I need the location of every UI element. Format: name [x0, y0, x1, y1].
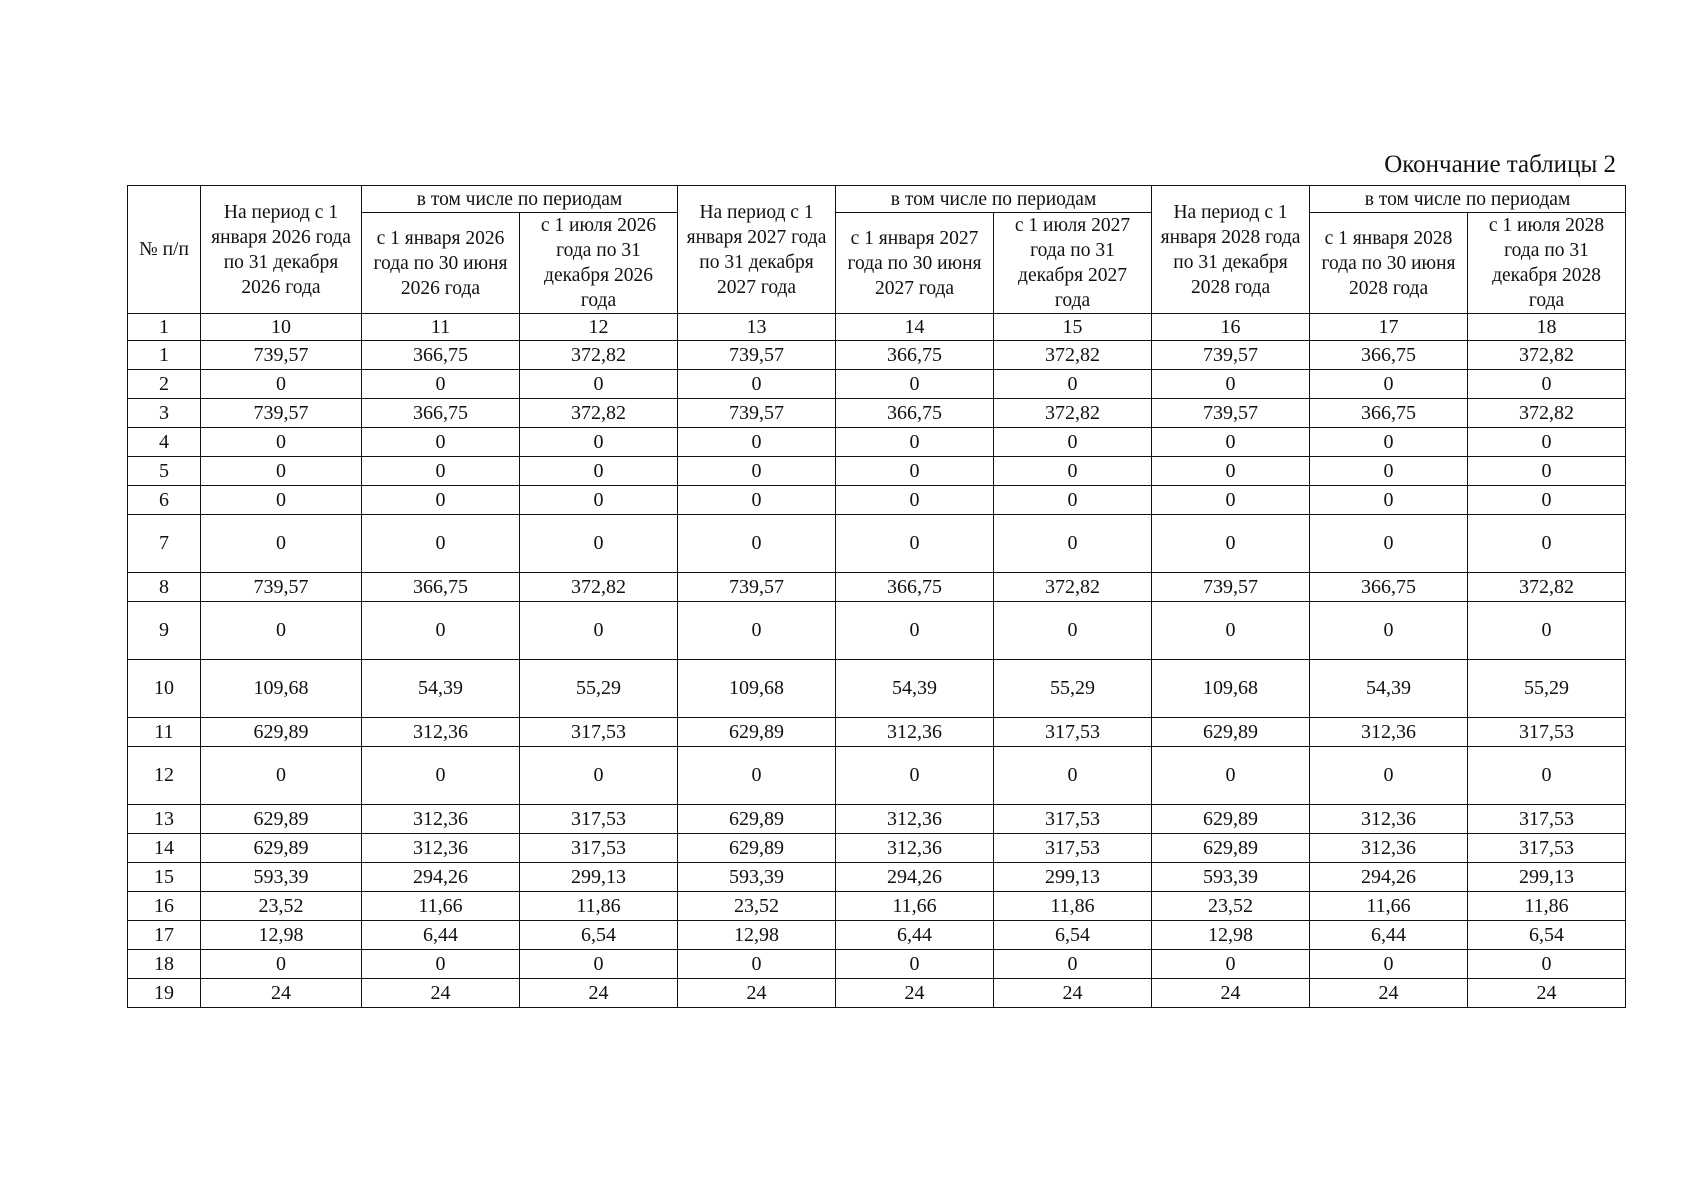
column-number: 11: [362, 314, 520, 341]
table-cell: 593,39: [1152, 863, 1310, 892]
table-cell: 0: [1152, 486, 1310, 515]
table-cell: 24: [994, 979, 1152, 1008]
table-cell: 6,54: [520, 921, 678, 950]
table-cell: 0: [201, 747, 362, 805]
table-cell: 317,53: [1468, 834, 1626, 863]
row-number: 16: [128, 892, 201, 921]
table-cell: 317,53: [1468, 805, 1626, 834]
table-cell: 0: [994, 428, 1152, 457]
table-cell: 0: [836, 457, 994, 486]
table-cell: 0: [1310, 950, 1468, 979]
column-number: 12: [520, 314, 678, 341]
table-cell: 312,36: [836, 718, 994, 747]
table-cell: 372,82: [994, 341, 1152, 370]
header-h1-2027: с 1 января 2027 года по 30 июня 2027 года: [836, 213, 994, 314]
table-cell: 312,36: [362, 834, 520, 863]
table-row: [128, 892, 1626, 921]
table-cell: 0: [1310, 428, 1468, 457]
table-row: [128, 805, 1626, 834]
table-cell: 109,68: [201, 660, 362, 718]
table-cell: 0: [1152, 457, 1310, 486]
table-cell: 0: [362, 747, 520, 805]
column-number: 16: [1152, 314, 1310, 341]
table-row: [128, 515, 1626, 573]
table-cell: 372,82: [994, 573, 1152, 602]
column-number: 18: [1468, 314, 1626, 341]
table-cell: 294,26: [362, 863, 520, 892]
table-row: [128, 370, 1626, 399]
table-cell: 312,36: [1310, 718, 1468, 747]
table-cell: 6,44: [836, 921, 994, 950]
table-cell: 23,52: [678, 892, 836, 921]
table-cell: 629,89: [678, 718, 836, 747]
table-cell: 372,82: [994, 399, 1152, 428]
table-row: [128, 718, 1626, 747]
row-number: 8: [128, 573, 201, 602]
table-row: [128, 486, 1626, 515]
table-cell: 0: [1310, 602, 1468, 660]
table-cell: 0: [1152, 515, 1310, 573]
table-cell: 0: [201, 428, 362, 457]
table-row: [128, 573, 1626, 602]
table-cell: 372,82: [520, 573, 678, 602]
table-cell: 366,75: [836, 341, 994, 370]
column-number: 15: [994, 314, 1152, 341]
table-row: [128, 428, 1626, 457]
row-number: 17: [128, 921, 201, 950]
table-cell: 11,66: [836, 892, 994, 921]
table-cell: 54,39: [836, 660, 994, 718]
table-cell: 11,86: [994, 892, 1152, 921]
row-number: 14: [128, 834, 201, 863]
table-cell: 6,44: [1310, 921, 1468, 950]
table-cell: 0: [994, 515, 1152, 573]
table-cell: 55,29: [994, 660, 1152, 718]
table-cell: 0: [678, 950, 836, 979]
table-cell: 12,98: [201, 921, 362, 950]
table-cell: 0: [836, 428, 994, 457]
table-cell: 0: [1468, 950, 1626, 979]
row-number: 19: [128, 979, 201, 1008]
table-cell: 0: [520, 747, 678, 805]
table-cell: 11,86: [520, 892, 678, 921]
table-row: [128, 747, 1626, 805]
table-cell: 372,82: [1468, 341, 1626, 370]
table-cell: 0: [836, 370, 994, 399]
table-cell: 0: [362, 950, 520, 979]
column-number: 14: [836, 314, 994, 341]
table-cell: 372,82: [1468, 573, 1626, 602]
table-cell: 0: [678, 457, 836, 486]
table-cell: 629,89: [678, 805, 836, 834]
table-cell: 12,98: [678, 921, 836, 950]
table-cell: 317,53: [994, 805, 1152, 834]
table-cell: 629,89: [1152, 718, 1310, 747]
table-cell: 0: [1468, 486, 1626, 515]
row-number: 6: [128, 486, 201, 515]
table-cell: 0: [1468, 428, 1626, 457]
row-number: 9: [128, 602, 201, 660]
table-cell: 24: [362, 979, 520, 1008]
table-row: [128, 950, 1626, 979]
table-cell: 629,89: [201, 834, 362, 863]
table-cell: 739,57: [678, 341, 836, 370]
table-cell: 11,66: [362, 892, 520, 921]
table-cell: 0: [520, 515, 678, 573]
table-cell: 0: [1152, 747, 1310, 805]
table-body: [128, 341, 1626, 1008]
header-total-2028: На период с 1 января 2028 года по 31 декабря 2028 года: [1152, 186, 1310, 314]
table-cell: 0: [362, 602, 520, 660]
table-caption: Окончание таблицы 2: [1384, 151, 1616, 178]
table-cell: 0: [994, 950, 1152, 979]
table-row: [128, 341, 1626, 370]
table-cell: 11,66: [1310, 892, 1468, 921]
column-number: 1: [128, 314, 201, 341]
table-cell: 54,39: [1310, 660, 1468, 718]
table-cell: 6,54: [1468, 921, 1626, 950]
header-h1-2026: с 1 января 2026 года по 30 июня 2026 года: [362, 213, 520, 314]
table-cell: 0: [1468, 602, 1626, 660]
table-cell: 312,36: [836, 805, 994, 834]
table-cell: 0: [678, 747, 836, 805]
table-cell: 24: [1152, 979, 1310, 1008]
table-cell: 0: [1152, 370, 1310, 399]
table-cell: 0: [1152, 428, 1310, 457]
table-cell: 317,53: [520, 805, 678, 834]
header-total-2026: На период с 1 января 2026 года по 31 декабря 2026 года: [201, 186, 362, 314]
column-number-row: [128, 314, 1626, 341]
column-number: 13: [678, 314, 836, 341]
table-cell: 0: [1310, 747, 1468, 805]
table-cell: 23,52: [201, 892, 362, 921]
table-cell: 739,57: [201, 399, 362, 428]
table-cell: 0: [1310, 457, 1468, 486]
table-cell: 0: [201, 602, 362, 660]
table-cell: 0: [1310, 486, 1468, 515]
row-number: 13: [128, 805, 201, 834]
row-number: 12: [128, 747, 201, 805]
header-group-2027: в том числе по периодам: [836, 186, 1152, 213]
table-cell: 0: [1310, 515, 1468, 573]
table-cell: 629,89: [678, 834, 836, 863]
row-number: 18: [128, 950, 201, 979]
table-row: [128, 457, 1626, 486]
table-cell: 0: [362, 428, 520, 457]
table-cell: 739,57: [678, 573, 836, 602]
table-cell: 23,52: [1152, 892, 1310, 921]
table-cell: 0: [836, 747, 994, 805]
row-number: 11: [128, 718, 201, 747]
table-row: [128, 602, 1626, 660]
header-h1-2028: с 1 января 2028 года по 30 июня 2028 года: [1310, 213, 1468, 314]
table-cell: 629,89: [1152, 834, 1310, 863]
table-cell: 739,57: [1152, 341, 1310, 370]
table-cell: 317,53: [520, 718, 678, 747]
table-row: [128, 921, 1626, 950]
table-cell: 0: [201, 486, 362, 515]
table-cell: 0: [836, 602, 994, 660]
table-cell: 372,82: [520, 341, 678, 370]
table-cell: 294,26: [836, 863, 994, 892]
table-cell: 372,82: [1468, 399, 1626, 428]
table-cell: 312,36: [362, 718, 520, 747]
table-cell: 55,29: [520, 660, 678, 718]
table-cell: 312,36: [362, 805, 520, 834]
table-cell: 24: [201, 979, 362, 1008]
table-cell: 317,53: [1468, 718, 1626, 747]
table-cell: 739,57: [1152, 399, 1310, 428]
table-cell: 366,75: [362, 573, 520, 602]
tariff-table: [127, 185, 1626, 1008]
table-cell: 317,53: [994, 718, 1152, 747]
table-cell: 593,39: [201, 863, 362, 892]
table-cell: 629,89: [1152, 805, 1310, 834]
table-cell: 593,39: [678, 863, 836, 892]
row-number: 4: [128, 428, 201, 457]
table-cell: 24: [520, 979, 678, 1008]
table-cell: 366,75: [1310, 399, 1468, 428]
header-rownum: № п/п: [128, 186, 201, 314]
table-cell: 0: [1468, 457, 1626, 486]
table-row: [128, 834, 1626, 863]
table-cell: 0: [1468, 515, 1626, 573]
row-number: 5: [128, 457, 201, 486]
table-cell: 317,53: [994, 834, 1152, 863]
header-h2-2028: с 1 июля 2028 года по 31 декабря 2028 года: [1468, 213, 1626, 314]
table-cell: 312,36: [1310, 805, 1468, 834]
table-cell: 299,13: [994, 863, 1152, 892]
table-cell: 629,89: [201, 805, 362, 834]
table-row: [128, 863, 1626, 892]
table-cell: 0: [678, 370, 836, 399]
table-cell: 24: [678, 979, 836, 1008]
table-cell: 0: [362, 486, 520, 515]
table-cell: 0: [994, 747, 1152, 805]
table-cell: 0: [362, 370, 520, 399]
table-cell: 6,54: [994, 921, 1152, 950]
table-cell: 0: [678, 428, 836, 457]
row-number: 7: [128, 515, 201, 573]
header-total-2027: На период с 1 января 2027 года по 31 декабря 2027 года: [678, 186, 836, 314]
table-cell: 109,68: [678, 660, 836, 718]
table-row: [128, 979, 1626, 1008]
table-cell: 366,75: [836, 573, 994, 602]
table-cell: 55,29: [1468, 660, 1626, 718]
header-h2-2026: с 1 июля 2026 года по 31 декабря 2026 года: [520, 213, 678, 314]
table-cell: 0: [994, 486, 1152, 515]
table-row: [128, 660, 1626, 718]
table-cell: 0: [994, 602, 1152, 660]
table-cell: 294,26: [1310, 863, 1468, 892]
table-cell: 366,75: [362, 399, 520, 428]
table-cell: 366,75: [1310, 341, 1468, 370]
table-cell: 0: [678, 602, 836, 660]
row-number: 2: [128, 370, 201, 399]
table-cell: 0: [201, 370, 362, 399]
table-cell: 6,44: [362, 921, 520, 950]
table-cell: 24: [836, 979, 994, 1008]
table-cell: 0: [994, 370, 1152, 399]
row-number: 15: [128, 863, 201, 892]
table-cell: 0: [520, 602, 678, 660]
table-cell: 0: [836, 515, 994, 573]
table-cell: 109,68: [1152, 660, 1310, 718]
table-cell: 0: [520, 950, 678, 979]
table-cell: 0: [201, 950, 362, 979]
table-cell: 0: [362, 515, 520, 573]
table-cell: 0: [1152, 602, 1310, 660]
row-number: 10: [128, 660, 201, 718]
table-cell: 0: [362, 457, 520, 486]
table-cell: 739,57: [201, 341, 362, 370]
row-number: 1: [128, 341, 201, 370]
table-cell: 372,82: [520, 399, 678, 428]
table-cell: 0: [520, 370, 678, 399]
table-cell: 0: [678, 486, 836, 515]
table-header: [128, 186, 1626, 341]
table-cell: 12,98: [1152, 921, 1310, 950]
table-cell: 312,36: [836, 834, 994, 863]
table-cell: 0: [1310, 370, 1468, 399]
table-cell: 24: [1310, 979, 1468, 1008]
table-cell: 24: [1468, 979, 1626, 1008]
table-cell: 0: [1468, 747, 1626, 805]
header-group-2028: в том числе по периодам: [1310, 186, 1626, 213]
table-cell: 0: [1468, 370, 1626, 399]
header-group-2026: в том числе по периодам: [362, 186, 678, 213]
table-cell: 0: [1152, 950, 1310, 979]
row-number: 3: [128, 399, 201, 428]
table-cell: 0: [520, 486, 678, 515]
table-cell: 299,13: [520, 863, 678, 892]
table-cell: 739,57: [1152, 573, 1310, 602]
table-cell: 739,57: [201, 573, 362, 602]
table-cell: 54,39: [362, 660, 520, 718]
header-h2-2027: с 1 июля 2027 года по 31 декабря 2027 года: [994, 213, 1152, 314]
table-cell: 0: [201, 457, 362, 486]
table-cell: 317,53: [520, 834, 678, 863]
table-cell: 299,13: [1468, 863, 1626, 892]
table-cell: 0: [994, 457, 1152, 486]
table-cell: 366,75: [1310, 573, 1468, 602]
table-cell: 0: [201, 515, 362, 573]
table-cell: 312,36: [1310, 834, 1468, 863]
table-cell: 0: [678, 515, 836, 573]
table-cell: 0: [836, 486, 994, 515]
table-cell: 629,89: [201, 718, 362, 747]
table-cell: 366,75: [836, 399, 994, 428]
table-cell: 11,86: [1468, 892, 1626, 921]
column-number: 17: [1310, 314, 1468, 341]
table-row: [128, 399, 1626, 428]
table-cell: 366,75: [362, 341, 520, 370]
table-cell: 739,57: [678, 399, 836, 428]
table-cell: 0: [520, 457, 678, 486]
table-cell: 0: [836, 950, 994, 979]
column-number: 10: [201, 314, 362, 341]
table-cell: 0: [520, 428, 678, 457]
